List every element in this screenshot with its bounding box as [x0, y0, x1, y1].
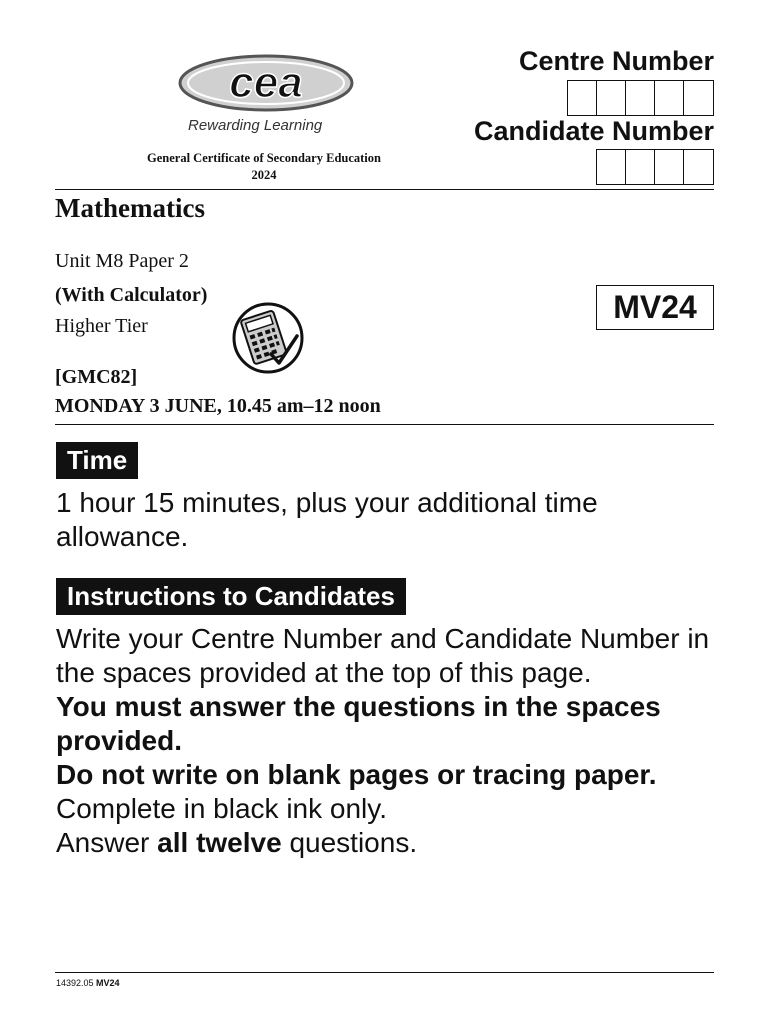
instruction-text-prefix: Answer	[56, 827, 158, 858]
unit-title: Unit M8 Paper 2	[55, 250, 189, 272]
instruction-line: Write your Centre Number and Candidate Number in the spaces provided at the top of this page.	[56, 623, 710, 688]
instructions-heading: Instructions to Candidates	[56, 578, 406, 615]
calculator-note: (With Calculator)	[55, 284, 208, 306]
cea-logo	[176, 52, 356, 114]
candidate-number-box[interactable]	[684, 150, 713, 184]
centre-number-box[interactable]	[626, 81, 655, 115]
footer-divider	[55, 972, 714, 973]
centre-number-box[interactable]	[655, 81, 684, 115]
logo-tagline: Rewarding Learning	[188, 117, 323, 134]
centre-number-boxes[interactable]	[567, 80, 714, 116]
centre-number-box[interactable]	[597, 81, 626, 115]
paper-code-box: MV24	[596, 285, 714, 330]
candidate-number-label: Candidate Number	[473, 116, 714, 146]
instruction-line: You must answer the questions in the spaces provided.	[56, 691, 661, 756]
qualification-name: General Certificate of Secondary Education	[147, 151, 381, 165]
instruction-line: Complete in black ink only.	[56, 793, 387, 824]
footer-doc-number: 14392.05	[56, 978, 97, 988]
instruction-text-suffix: questions.	[281, 827, 418, 858]
candidate-number-box[interactable]	[597, 150, 626, 184]
instruction-text-emphasis: all twelve	[157, 827, 282, 858]
candidate-number-box[interactable]	[626, 150, 655, 184]
details-divider	[55, 424, 714, 425]
centre-number-box[interactable]	[568, 81, 597, 115]
centre-number-box[interactable]	[684, 81, 713, 115]
candidate-number-boxes[interactable]	[596, 149, 714, 185]
tier-label: Higher Tier	[55, 315, 148, 337]
exam-date-time: MONDAY 3 JUNE, 10.45 am–12 noon	[55, 395, 381, 417]
qualification-title	[104, 150, 424, 184]
subject-title: Mathematics	[55, 193, 205, 223]
svg-text:cea: cea	[229, 58, 303, 107]
footer	[56, 978, 120, 988]
candidate-number-box[interactable]	[655, 150, 684, 184]
instruction-line	[56, 826, 726, 860]
instructions-text	[56, 622, 726, 860]
paper-reference: [GMC82]	[55, 366, 138, 388]
time-heading: Time	[56, 442, 138, 479]
calculator-allowed-icon	[231, 302, 305, 374]
instruction-line: Do not write on blank pages or tracing paper.	[56, 759, 657, 790]
time-text: 1 hour 15 minutes, plus your additional time allowance.	[56, 487, 598, 552]
centre-number-label: Centre Number	[518, 46, 714, 76]
header-divider	[55, 189, 714, 190]
footer-code: MV24	[96, 978, 120, 988]
qualification-year: 2024	[251, 168, 277, 182]
